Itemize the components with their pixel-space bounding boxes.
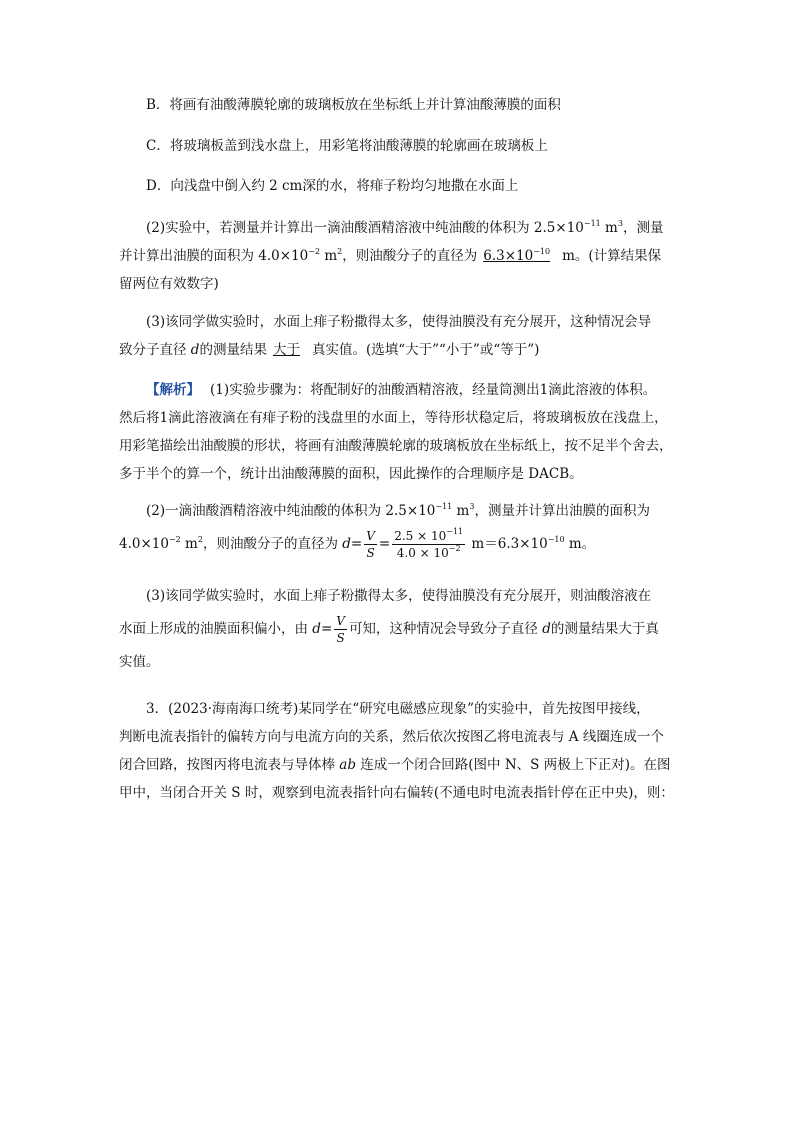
- analysis-1: [119, 376, 689, 488]
- option-b: B．将画有油酸薄膜轮廓的玻璃板放在坐标纸上并计算油酸薄膜的面积: [146, 97, 561, 113]
- q3-line-1: (3)该同学做实验时，水面上痱子粉撒得太多，使得油膜没有充分展开，这种情况会导: [146, 314, 652, 330]
- analysis2-line-1: (2)一滴油酸酒精溶液中纯油酸的体积为 $2.5\times 10^{-11}$ $m^3$，测量并计算出油膜的面积为: [146, 502, 650, 519]
- analysis-line-1: 【解析】 (1)实验步骤为：将配制好的油酸酒精溶液，经量筒测出1滴此溶液的体积。: [146, 382, 657, 398]
- question-2: [119, 214, 689, 298]
- analysis3-line-2: 水面上形成的油膜面积偏小，由 d= $\frac{V}{S}$ 可知，这种情况会导致分子直径 d的测量结果大于真: [119, 614, 659, 645]
- analysis-line-2: 然后将1滴此溶液滴在有痱子粉的浅盘里的水面上，等待形状稳定后，将玻璃板放在浅盘上，: [119, 410, 668, 426]
- q4-line-2: 判断电流表指针的偏转方向与电流方向的关系，然后依次按图乙将电流表与 A 线圈连成一个: [119, 729, 664, 745]
- q2-answer: $6.3\times 10^{-10}$: [483, 247, 551, 264]
- analysis-2: [119, 497, 689, 563]
- analysis3-line-3: 实值。: [119, 654, 160, 670]
- question-3: [119, 308, 689, 364]
- analysis3-line-1: (3)该同学做实验时，水面上痱子粉撒得太多，使得油膜没有充分展开，则油酸溶液在: [146, 588, 652, 604]
- analysis-line-3: 用彩笔描绘出油酸膜的形状，将画有油酸薄膜轮廓的玻璃板放在坐标纸上，按不足半个舍去，: [119, 438, 673, 454]
- q2-line-3: 留两位有效数字): [119, 276, 219, 292]
- question-4: [119, 695, 689, 807]
- q3-answer: 大于: [272, 342, 300, 358]
- q3-line-2: 致分子直径 d的测量结果 大于 真实值。(选填“大于”“小于”或“等于”): [119, 336, 689, 364]
- q4-line-4: 甲中，当闭合开关 S 时，观察到电流表指针向右偏转(不通电时电流表指针停在正中央)，则：: [119, 785, 674, 801]
- fraction-v-over-s: $\frac{V}{S}$: [366, 529, 375, 560]
- fraction-v-over-s-2: $\frac{V}{S}$: [336, 614, 345, 645]
- option-c: C．将玻璃板盖到浅水盘上，用彩笔将油酸薄膜的轮廓画在玻璃板上: [146, 138, 548, 154]
- analysis-line-4: 多于半个的算一个，统计出油酸薄膜的面积，因此操作的合理顺序是 DACB。: [119, 466, 583, 482]
- analysis2-line-2: $4.0\times 10^{-2}$ $m^2$，则油酸分子的直径为 d= $\frac{V}{S}$ = $\frac{2.5 \times 10^{-11}}{4.0 \times 10^{-2}}$ $m=6.3\times 10^{-10}$ m。: [119, 527, 596, 560]
- q4-line-3: 闭合回路，按图丙将电流表与导体棒 ab 连成一个闭合回路(图中 N、S 两极上下正对)。在图: [119, 757, 671, 773]
- q2-line-2: 并计算出油膜的面积为 $4.0\times 10^{-2}$ $m^2$，则油酸分子的直径为 $6.3\times 10^{-10}$ m。(计算结果保: [119, 242, 689, 270]
- option-d: D．向浅盘中倒入约 2 cm深的水，将痱子粉均匀地撒在水面上: [146, 178, 519, 194]
- q4-line-1: 3．(2023·海南海口统考)某同学在“研究电磁感应现象”的实验中，首先按图甲接线，: [146, 701, 650, 717]
- q2-line-1: (2)实验中，若测量并计算出一滴油酸酒精溶液中纯油酸的体积为 $2.5\times 10^{-11}$ $m^3$，测量: [146, 219, 664, 236]
- fraction-values: $\frac{2.5 \times 10^{-11}}{4.0 \times 10^{-2}}$: [394, 527, 464, 560]
- analysis-3: [119, 582, 689, 676]
- analysis-tag: 【解析】: [146, 382, 200, 398]
